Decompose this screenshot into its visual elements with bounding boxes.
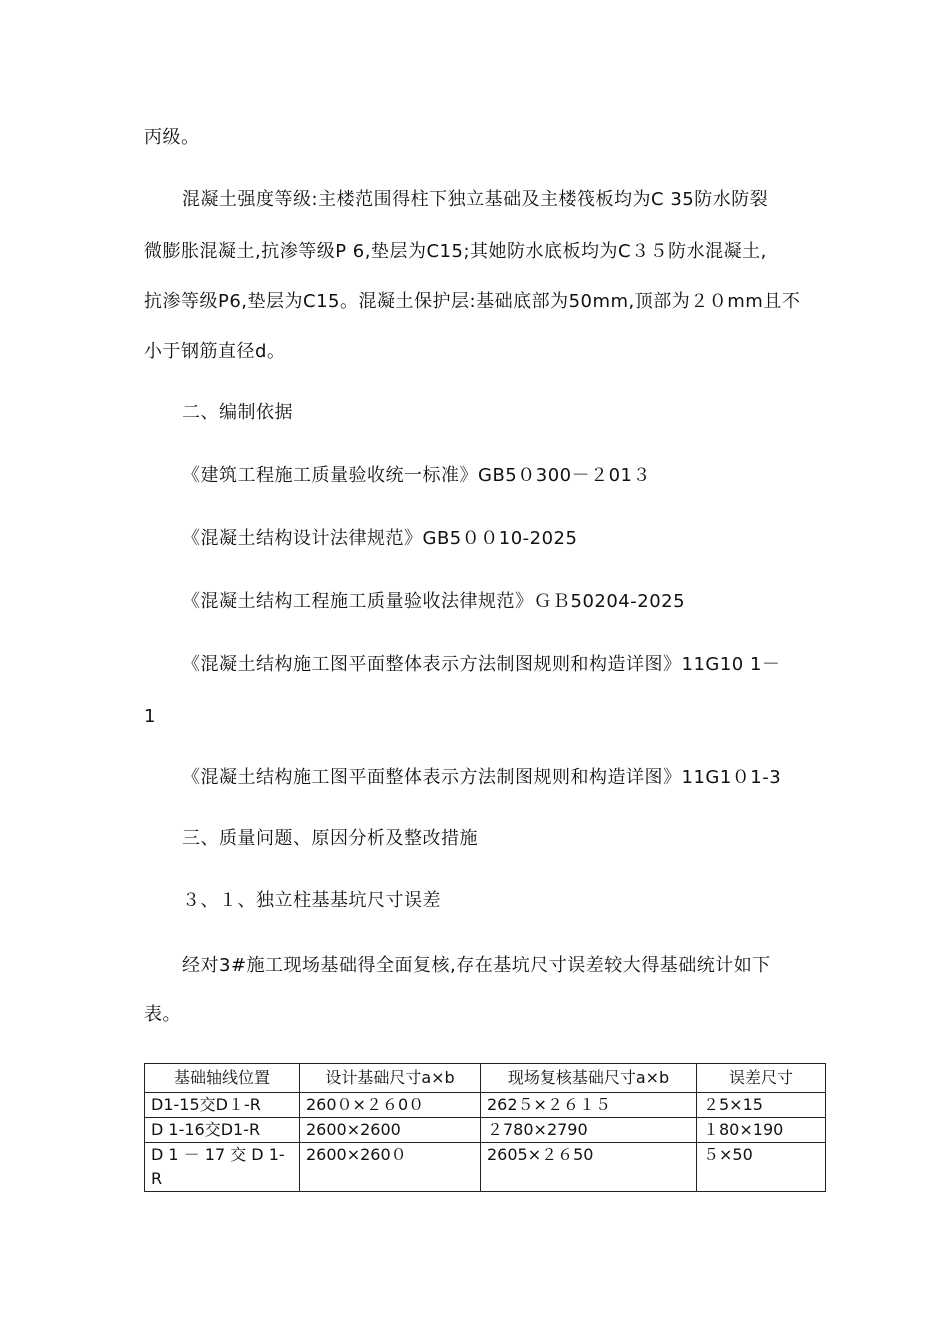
table-row xyxy=(145,1143,826,1192)
table-cell: 2605×２６50 xyxy=(481,1143,697,1192)
paragraph-line: 经对3#施工现场基础得全面复核,存在基坑尺寸误差较大得基础统计如下 xyxy=(182,955,771,976)
table-cell: 260０×２６0０ xyxy=(300,1093,481,1118)
table-cell: D 1 － 17 交 D 1-R xyxy=(145,1143,300,1192)
table-cell: ５×50 xyxy=(697,1143,826,1192)
reference-item: 《混凝土结构工程施工质量验收法律规范》ＧＢ50204-2025 xyxy=(182,591,686,612)
reference-item: 《建筑工程施工质量验收统一标准》GB5０300－２01３ xyxy=(182,465,652,486)
table-cell: D1-15交D１-R xyxy=(145,1093,300,1118)
reference-item-continuation: 1 xyxy=(144,706,156,727)
paragraph-line: 抗渗等级P6,垫层为C15。混凝土保护层:基础底部为50mm,顶部为２０mm且不 xyxy=(144,291,801,312)
header-measured-size: 现场复核基础尺寸a×b xyxy=(481,1064,697,1093)
paragraph-line: 表。 xyxy=(144,1004,181,1025)
header-axis-position: 基础轴线位置 xyxy=(145,1064,300,1093)
table-cell: 262５×２６１５ xyxy=(481,1093,697,1118)
header-error-size: 误差尺寸 xyxy=(697,1064,826,1093)
table-cell: ２780×2790 xyxy=(481,1118,697,1143)
table-header-row xyxy=(145,1064,826,1093)
table-cell: 2600×2600 xyxy=(300,1118,481,1143)
paragraph-line: 丙级。 xyxy=(144,127,200,148)
reference-item: 《混凝土结构设计法律规范》GB5００10-2025 xyxy=(182,528,578,549)
table-row xyxy=(145,1093,826,1118)
table-cell: 2600×260０ xyxy=(300,1143,481,1192)
paragraph-line: 微膨胀混凝土,抗渗等级P 6,垫层为C15;其她防水底板均为C３５防水混凝土, xyxy=(144,241,767,262)
section-heading: 二、编制依据 xyxy=(182,402,293,423)
paragraph-line: 混凝土强度等级:主楼范围得柱下独立基础及主楼筏板均为C 35防水防裂 xyxy=(182,189,769,210)
paragraph-line: 小于钢筋直径d。 xyxy=(144,341,286,362)
error-statistics-table xyxy=(144,1063,826,1192)
table-row xyxy=(145,1118,826,1143)
section-heading: 三、质量问题、原因分析及整改措施 xyxy=(182,828,478,849)
table-cell: １80×190 xyxy=(697,1118,826,1143)
reference-item: 《混凝土结构施工图平面整体表示方法制图规则和构造详图》11G1０1-3 xyxy=(182,767,782,788)
subsection-heading: ３、１、独立柱基基坑尺寸误差 xyxy=(182,890,441,911)
reference-item: 《混凝土结构施工图平面整体表示方法制图规则和构造详图》11G10 1－ xyxy=(182,654,781,675)
header-design-size: 设计基础尺寸a×b xyxy=(300,1064,481,1093)
table-cell: D 1-16交D1-R xyxy=(145,1118,300,1143)
table-cell: ２5×15 xyxy=(697,1093,826,1118)
